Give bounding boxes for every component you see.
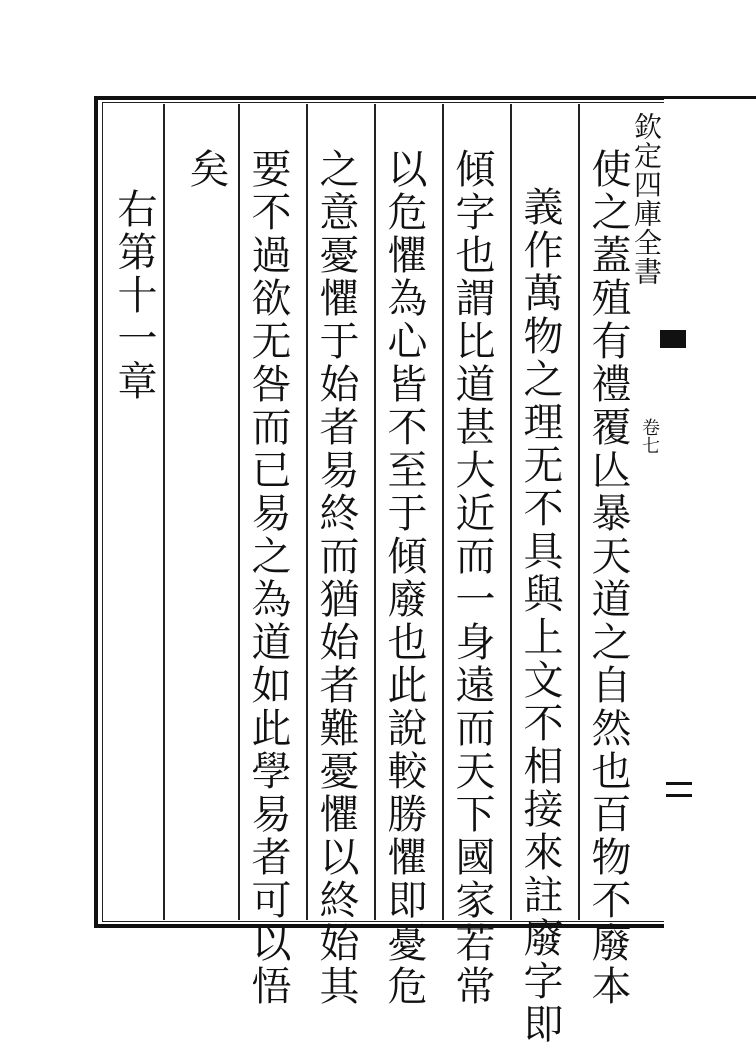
column-rule [578,104,580,920]
column-rule [238,104,240,920]
text-column-5: 之意憂懼于始者易終而猶始者難憂懼以終始其 [313,148,359,1008]
juan-number: 卷七 [639,418,660,454]
column-rule [306,104,308,920]
text-column-1: 使之蓋殖有禮覆亾暴天道之自然也百物不廢本 [585,148,631,1008]
fishtail-mark [660,330,686,348]
column-rule [510,104,512,920]
text-column-4: 以危懼為心皆不至于傾廢也此說較勝懼即憂危 [381,148,427,1008]
column-rule [442,104,444,920]
column-rule [163,104,165,920]
chapter-end-note: 右第十一章 [111,188,157,403]
text-column-2: 義作萬物之理无不具與上文不相接來註廢字即 [517,186,563,1046]
folio-mark [666,794,692,797]
text-column-3: 傾字也謂比道甚大近而一身遠而天下國家若常 [449,148,495,1008]
margin-top-rule [664,96,756,99]
folio-mark [666,782,692,785]
text-column-6: 要不過欲无咎而已易之為道如此學易者可以悟 [245,148,291,1008]
column-rule [374,104,376,920]
margin-column [664,92,756,932]
book-title: 欽定四庫全書 [630,112,663,286]
text-column-7: 矣 [183,148,229,191]
